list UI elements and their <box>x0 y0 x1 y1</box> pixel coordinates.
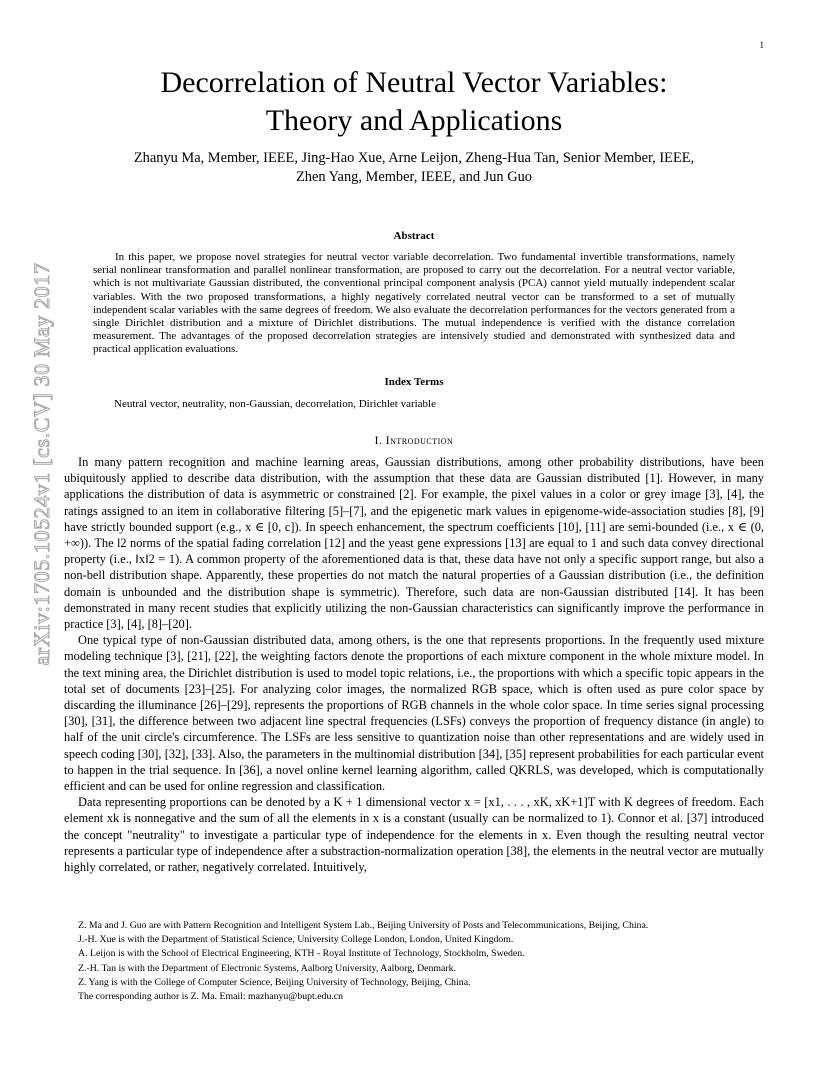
title-line-1: Decorrelation of Neutral Vector Variables: <box>160 66 668 99</box>
authors-line-1: Zhanyu Ma, Member, IEEE, Jing-Hao Xue, Arne Leijon, Zheng-Hua Tan, Senior Member, IEEE, <box>133 150 695 166</box>
abstract-heading: Abstract <box>393 230 435 242</box>
index-terms-heading: Index Terms <box>384 376 444 388</box>
footnote: The corresponding author is Z. Ma. Email: mazhanyu@bupt.edu.cn <box>78 991 344 1003</box>
title-line-2: Theory and Applications <box>265 104 563 137</box>
arxiv-stamp <box>0 0 60 1072</box>
paragraph-3: Data representing proportions can be denoted by a K + 1 dimensional vector x = [x1, . . . , xK, xK+1]T with K degrees of freedom. Each element xk is nonnegative and the sum of all the elements in x is a constant (usually can be normalized to 1). Connor et al. [37] introduced the concept "neutrality" to investigate a particular type of independence for the elements in x. Even though the resulting neutral vector represents a particular type of independence after a substraction-normalization operation [38], the elements in the neutral vector are mutually highly correlated, or rather, negatively correlated. Intuitively, <box>64 795 764 875</box>
author-list <box>80 149 748 187</box>
index-terms: Neutral vector, neutrality, non-Gaussian, decorrelation, Dirichlet variable <box>114 398 436 410</box>
paragraph-1: In many pattern recognition and machine learning areas, Gaussian distributions, among other probability distributions, have been ubiquitously applied to describe data distribution, with the assumption that these data are Gaussian distributed [1]. However, in many applications the distribution of data is asymmetric or constrained [2]. For example, the pixel values in a color or grey image [3], [4], the ratings assigned to an item in collaborative filtering [5]–[7], and the epigenetic mark values in epigenome-wide-association studies [8], [9] have strictly bounded support (e.g., x ∈ [0, c]). In speech enhancement, the spectrum coefficients [10], [11] are semi-bounded (i.e., x ∈ (0, +∞)). The l2 norms of the spatial fading correlation [12] and the yeast gene expressions [13] are equal to 1 and such data convey directional property (i.e., ‖x‖2 = 1). A common property of the aforementioned data is that, these data have not only a specific support range, but also a non-bell distribution shape. Apparently, these properties do not match the natural properties of a Gaussian distribution (i.e., the definition domain is unbounded and the distribution shape is symmetric). Therefore, such data are non-Gaussian distributed [14]. It has been demonstrated in many recent studies that explicitly utilizing the non-Gaussian characteristics can significantly improve the performance in practice [3], [4], [8]–[20]. <box>64 455 764 632</box>
paragraph-2: One typical type of non-Gaussian distributed data, among others, is the one that represents proportions. In the frequently used mixture modeling technique [3], [21], [22], the weighting factors denote the proportions of each mixture component in the whole mixture model. In the text mining area, the Dirichlet distribution is used to model topic relations, i.e., the proportions with which a specific topic appears in the total set of documents [23]–[25]. For analyzing color images, the normalized RGB space, which is often used as pure color space by discarding the illuminance [26]–[29], represents the proportions of RGB channels in the whole color space. In time series signal processing [30], [31], the difference between two adjacent line spectral frequencies (LSFs) conveys the proportion of frequency distance (in angle) to half of the unit circle's circumference. The LSFs are less sensitive to quantization noise than other representations and are widely used in speech coding [30], [32], [33]. Also, the parameters in the multinomial distribution [34], [35] represent probabilities for each particular event to happen in the trial sequence. In [36], a novel online kernel learning algorithm, called QKRLS, was developed, which is computationally efficient and can be used for online regression and classification. <box>64 633 764 794</box>
page-number: 1 <box>759 40 764 50</box>
paper-title <box>80 64 748 140</box>
footnote: Z.-H. Tan is with the Department of Electronic Systems, Aalborg University, Aalborg, Denmark. <box>78 962 456 974</box>
footnote: A. Leijon is with the School of Electrical Engineering, KTH - Royal Institute of Technology, Stockholm, Sweden. <box>78 948 525 960</box>
section-heading: I. Introduction <box>374 435 454 447</box>
body-text <box>64 454 764 875</box>
footnote: J.-H. Xue is with the Department of Statistical Science, University College London, London, United Kingdom. <box>78 934 514 946</box>
arxiv-stamp-text: arXiv:1705.10524v1 [cs.CV] 30 May 2017 <box>29 262 54 666</box>
abstract-text: In this paper, we propose novel strategies for neutral vector variable decorrelation. Two fundamental invertible transformations, namely serial nonlinear transformation and parallel nonlinear transformation, are proposed to carry out the decorrelation. For a neutral vector variable, which is not multivariate Gaussian distributed, the conventional principal component analysis (PCA) cannot yield mutually independent scalar variables. With the two proposed transformations, a highly negatively correlated neutral vector can be transformed to a set of mutually independent scalar variables with the same degrees of freedom. We also evaluate the decorrelation performances for the vectors generated from a single Dirichlet distribution and a mixture of Dirichlet distributions. The mutual independence is verified with the distance correlation measurement. The advantages of the proposed decorrelation strategies are intensively studied and demonstrated with synthesized data and practical application evaluations. <box>93 251 735 356</box>
footnote: Z. Yang is with the College of Computer Science, Beijing University of Technology, Beijing, China. <box>78 976 471 988</box>
footnotes <box>64 919 764 1004</box>
authors-line-2: Zhen Yang, Member, IEEE, and Jun Guo <box>295 169 533 185</box>
footnote: Z. Ma and J. Guo are with Pattern Recognition and Intelligent System Lab., Beijing University of Posts and Telecommunications, Beijing, China. <box>78 920 649 931</box>
